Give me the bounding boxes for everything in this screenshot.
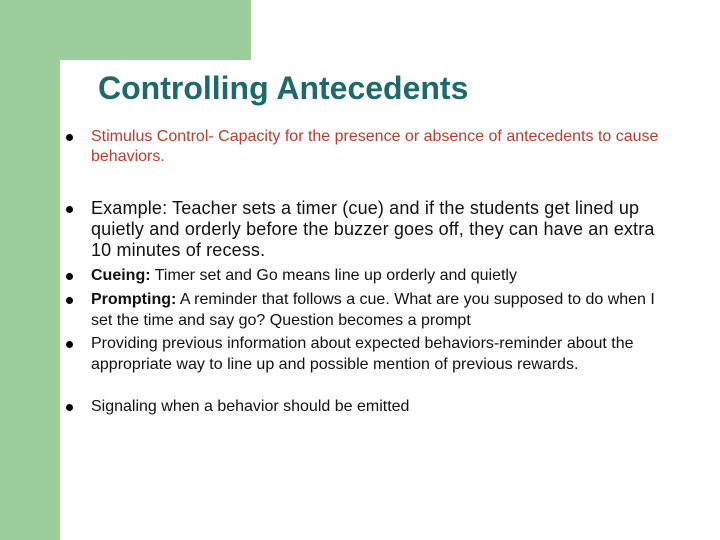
bullet-dot-icon: [66, 341, 73, 348]
bullet-dot-icon: [66, 404, 73, 411]
bullet-text: Example: Teacher sets a timer (cue) and if the students get lined up quietly and orderly before the buzzer goes off, they can have an extra 10 minutes of recess.: [91, 198, 655, 260]
bullet-body: A reminder that follows a cue. What are you supposed to do when I set the time and say go? Question becomes a prompt: [91, 291, 655, 329]
bullet-dot-icon: [66, 206, 73, 213]
left-accent-bar: [0, 0, 60, 540]
bullet-text: Providing previous information about expected behaviors-reminder about the appropriate way to line up and possible mention of previous rewards.: [91, 335, 634, 373]
bullet-text: Stimulus Control- Capacity for the presence or absence of antecedents to cause behaviors.: [91, 128, 659, 165]
slide-title: Controlling Antecedents: [98, 70, 469, 106]
bullet-text: Signaling when a behavior should be emitted: [91, 398, 410, 415]
accent-corner-curve: [60, 60, 100, 100]
bullet-body: Timer set and Go means line up orderly and quietly: [150, 267, 517, 284]
bullet-dot-icon: [66, 134, 73, 141]
bullet-text: [91, 290, 666, 331]
bullet-label: Cueing:: [91, 267, 151, 284]
bullet-text: [91, 266, 666, 287]
bullet-dot-icon: [66, 297, 73, 304]
bullet-dot-icon: [66, 273, 73, 280]
top-accent-bar: [0, 0, 251, 60]
bullet-label: Prompting:: [91, 291, 177, 308]
